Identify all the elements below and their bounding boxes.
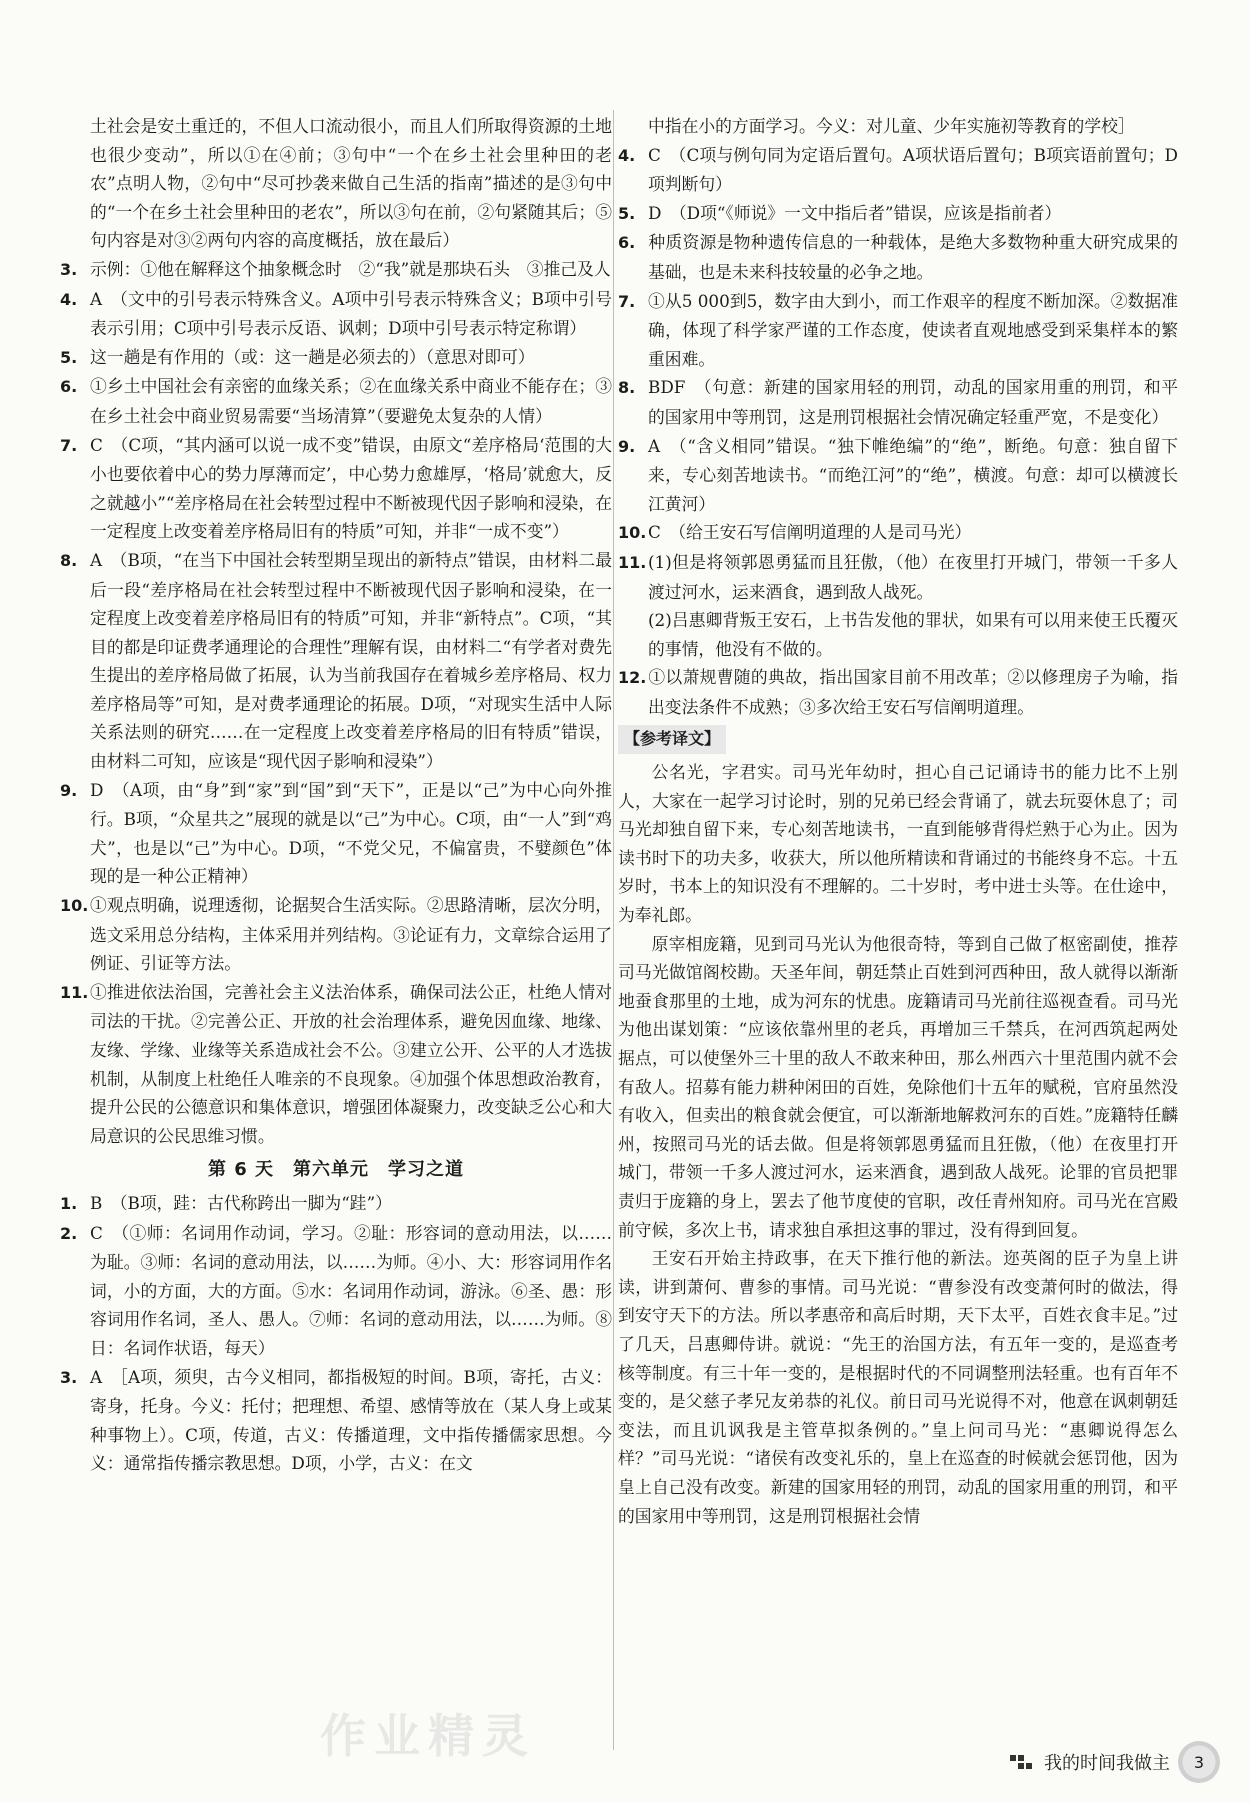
answer-item: 10.①观点明确，说理透彻，论据契合生活实际。②思路清晰，层次分明，选文采用总分结构，主体采用并列结构。③论证有力，文章综合运用了例证、引证等方法。 — [60, 895, 612, 974]
translation-paragraph: 王安石开始主持政事，在天下推行他的新法。迩英阁的臣子为皇上讲读，讲到萧何、曹参的事情。司马光说：“曹参没有改变萧何时的做法，得到安守天下的方法。所以孝惠帝和高后时期，天下太平，百姓衣食丰足。”过了几天，吕惠卿侍讲。就说：“先王的治国方法，有五年一变的，是巡查考核等制度。有三十年一变的，是根据时代的不同调整刑法轻重。也有百年不变的，是父慈子孝兄友弟恭的礼仪。前日司马光说得不对，他意在讽刺朝廷变法，而且讥讽我是主管草拟条例的。”皇上问司马光：“惠卿说得怎么样？”司马光说：“诸侯有改变礼乐的，皇上在巡查的时候就会惩罚他，因为皇上自己没有改变。新建的国家用轻的刑罚，动乱的国家用重的刑罚，和平的国家用中等刑罚，这是刑罚根据社会情 — [618, 1248, 1178, 1526]
footer-slogan: 我的时间我做主 — [1044, 1753, 1170, 1774]
answer-continuation: 土社会是安土重迁的，不但人口流动很小，而且人们所取得资源的土地也很少变动”，所以①在④前；③句中“一个在乡土社会里种田的老农”点明人物，②句中“尽可抄袭来做自己生活的指南”描述的是③句中的“一个在乡土社会里种田的老农”，所以③句在前，②句紧随其后；⑤句内容是对③②两句内容的高度概括，放在最后） — [90, 116, 612, 251]
answer-item: 3. 示例：①他在解释这个抽象概念时 ②“我”就是那块石头 ③推己及人 — [60, 258, 611, 279]
answer-item: 7. C （C项，“其内涵可以说一成不变”错误，由原文“差序格局‘范围的大小也要依着中心的势力厚薄而定’，中心势力愈雄厚，‘格局’就愈大，反之就越小”“差序格局在社会转型过程中不断被现代因子影响和浸染，在一定程度上改变着差序格局旧有的特质”可知，并非“一成不变”） — [60, 434, 612, 542]
answer-item: 4. C （C项与例句同为定语后置句。A项状语后置句；B项宾语前置句；D项判断句） — [618, 144, 1178, 195]
answer-continuation: 中指在小的方面学习。今义：对儿童、少年实施初等教育的学校］ — [648, 116, 1135, 136]
translation-paragraph: 公名光，字君实。司马光年幼时，担心自己记诵诗书的能力比不上别人，大家在一起学习讨论时，别的兄弟已经会背诵了，就去玩耍休息了；司马光却独自留下来，专心刻苦地读书，一直到能够背得烂熟于心为止。因为读书时下的功夫多，收获大，所以他所精读和背诵过的书能终身不忘。十五岁时，书本上的知识没有不理解的。二十岁时，考中进士头等。在仕途中，为奉礼郎。 — [618, 762, 1178, 926]
right-column — [618, 112, 1178, 1530]
answer-item: 4. A （文中的引号表示特殊含义。A项中引号表示特殊含义；B项中引号表示引用；C项中引号表示反语、讽刺；D项中引号表示特定称谓） — [60, 288, 612, 339]
answer-item: 9. A （“含义相同”错误。“独下帷绝编”的“绝”，断绝。句意：独自留下来，专心刻苦地读书。“而绝江河”的“绝”，横渡。句意：却可以横渡长江黄河） — [618, 435, 1178, 514]
section-title: 第 6 天 第六单元 学习之道 — [207, 1159, 465, 1181]
watermark: 作业精灵 — [320, 1709, 536, 1763]
answer-item: 11.(1)但是将领郭恩勇猛而且狂傲，（他）在夜里打开城门，带领一千多人渡过河水，运来酒食，遇到敌人战死。 — [618, 551, 1178, 602]
answer-item: 7. ①从5 000到5，数字由大到小，而工作艰辛的程度不断加深。②数据准确，体现了科学家严谨的工作态度，使读者直观地感受到采集样本的繁重困难。 — [618, 290, 1178, 369]
answer-item: 8. BDF （句意：新建的国家用轻的刑罚，动乱的国家用重的刑罚，和平的国家用中等刑罚，这是刑罚根据社会情况确定轻重严宽，不是变化） — [618, 377, 1178, 427]
answer-item: 6. 种质资源是物种遗传信息的一种载体，是绝大多数物种重大研究成果的基础，也是未来科技较量的必争之地。 — [618, 232, 1178, 282]
page-footer — [1010, 1741, 1220, 1783]
answer-item: 5. D （D项“《师说》一文中指后者”错误，应该是指前者） — [618, 202, 1062, 223]
answer-item: 12.①以萧规曹随的典故，指出国家目前不用改革；②以修理房子为喻，指出变法条件不成熟；③多次给王安石写信阐明道理。 — [618, 667, 1178, 717]
answer-item: 2. C （①师：名词用作动词，学习。②耻：形容词的意动用法，以……为耻。③师：名词的意动用法，以……为师。④小、大：形容词用作名词，小的方面，大的方面。⑤水：名词用作动词，游泳。⑥圣、愚：形容词用作名词，圣人、愚人。⑦师：名词的意动用法，以……为师。⑧日：名词作状语，每天） — [60, 1222, 612, 1358]
answer-item: 8. A （B项，“在当下中国社会转型期呈现出的新特点”错误，由材料二最后一段“差序格局在社会转型过程中不断被现代因子影响和浸染，在一定程度上改变着差序格局旧有的特质”可知，并非“新特点”。C项，“其目的都是印证费孝通理论的合理性”理解有误，由材料二“有学者对费先生提出的差序格局做了拓展，认为当前我国存在着城乡差序格局、权力差序格局等”可知，是对费孝通理论的拓展。D项，“对现实生活中人际关系法则的研究……在一定程度上改变着差序格局的旧有特质”错误，由材料二可知，应该是“现代因子影响和浸染”） — [60, 549, 612, 772]
reference-translation-label: 【参考译文】 — [618, 725, 726, 754]
page-number: 3 — [1178, 1741, 1220, 1783]
answer-item: 6. ①乡土中国社会有亲密的血缘关系；②在血缘关系中商业不能存在；③在乡土社会中商业贸易需要“当场清算”（要避免太复杂的人情） — [60, 376, 612, 426]
decorative-squares-icon — [1010, 1755, 1036, 1769]
answer-item: 9. D （A项，由“身”到“家”到“国”到“天下”，正是以“己”为中心向外推行。B项，“众星共之”展现的就是以“己”为中心。C项，由“一人”到“鸡犬”，也是以“己”为中心。D项，“不党父兄，不偏富贵，不嬖颜色”体现的是一种公正精神） — [60, 779, 612, 887]
answer-item: 5. 这一趟是有作用的（或：这一趟是必须去的）（意思对即可） — [60, 346, 535, 367]
answer-item: 3. A ［A项，须臾，古今义相同，都指极短的时间。B项，寄托，古义：寄身，托身。今义：托付；把理想、希望、感情等放在（某人身上或某种事物上）。C项，传道，古义：传播道理，文中指传播儒家思想。今义：通常指传播宗教思想。D项，小学，古义：在文 — [60, 1366, 612, 1474]
left-column — [60, 112, 612, 1478]
answer-item: 11.①推进依法治国，完善社会主义法治体系，确保司法公正，杜绝人情对司法的干扰。②完善公正、开放的社会治理体系，避免因血缘、地缘、友缘、学缘、业缘等关系造成社会不公。③建立公开、公平的人才选拔机制，从制度上杜绝任人唯亲的不良现象。④加强个体思想政治教育，提升公民的公德意识和集体意识，增强团体凝聚力，改变缺乏公心和大局意识的公民思维习惯。 — [60, 981, 612, 1146]
answer-item: 1. B （B项，跬：古代称跨出一脚为“跬”） — [60, 1192, 392, 1213]
answer-subitem: (2)吕惠卿背叛王安石，上书告发他的罪状，如果有可以用来使王氏覆灭的事情，他没有不做的。 — [648, 610, 1178, 659]
translation-paragraph: 原宰相庞籍，见到司马光认为他很奇特，等到自己做了枢密副使，推荐司马光做馆阁校勘。天圣年间，朝廷禁止百姓到河西种田，敌人就得以渐渐地蚕食那里的土地，成为河东的忧患。庞籍请司马光前往巡视查看。司马光为他出谋划策：“应该依靠州里的老兵，再增加三千禁兵，在河西筑起两处据点，可以使堡外三十里的敌人不敢来种田，那么州西六十里范围内就不会有敌人。招募有能力耕种闲田的百姓，免除他们十五年的赋税，官府虽然没有收入，但卖出的粮食就会便宜，可以渐渐地解救河东的百姓。”庞籍特任麟州，按照司马光的话去做。但是将领郭恩勇猛而且狂傲，（他）在夜里打开城门，带领一千多人渡过河水，运来酒食，遇到敌人战死。论罪的官员把罪责归于庞籍的身上，罢去了他节度使的官职，改任青州知府。司马光在宫殿前守候，多次上书，请求独自承担这事的罪过，没有得到回复。 — [618, 933, 1178, 1240]
answer-item: 10.C （给王安石写信阐明道理的人是司马光） — [618, 522, 972, 543]
column-divider — [613, 110, 614, 1750]
